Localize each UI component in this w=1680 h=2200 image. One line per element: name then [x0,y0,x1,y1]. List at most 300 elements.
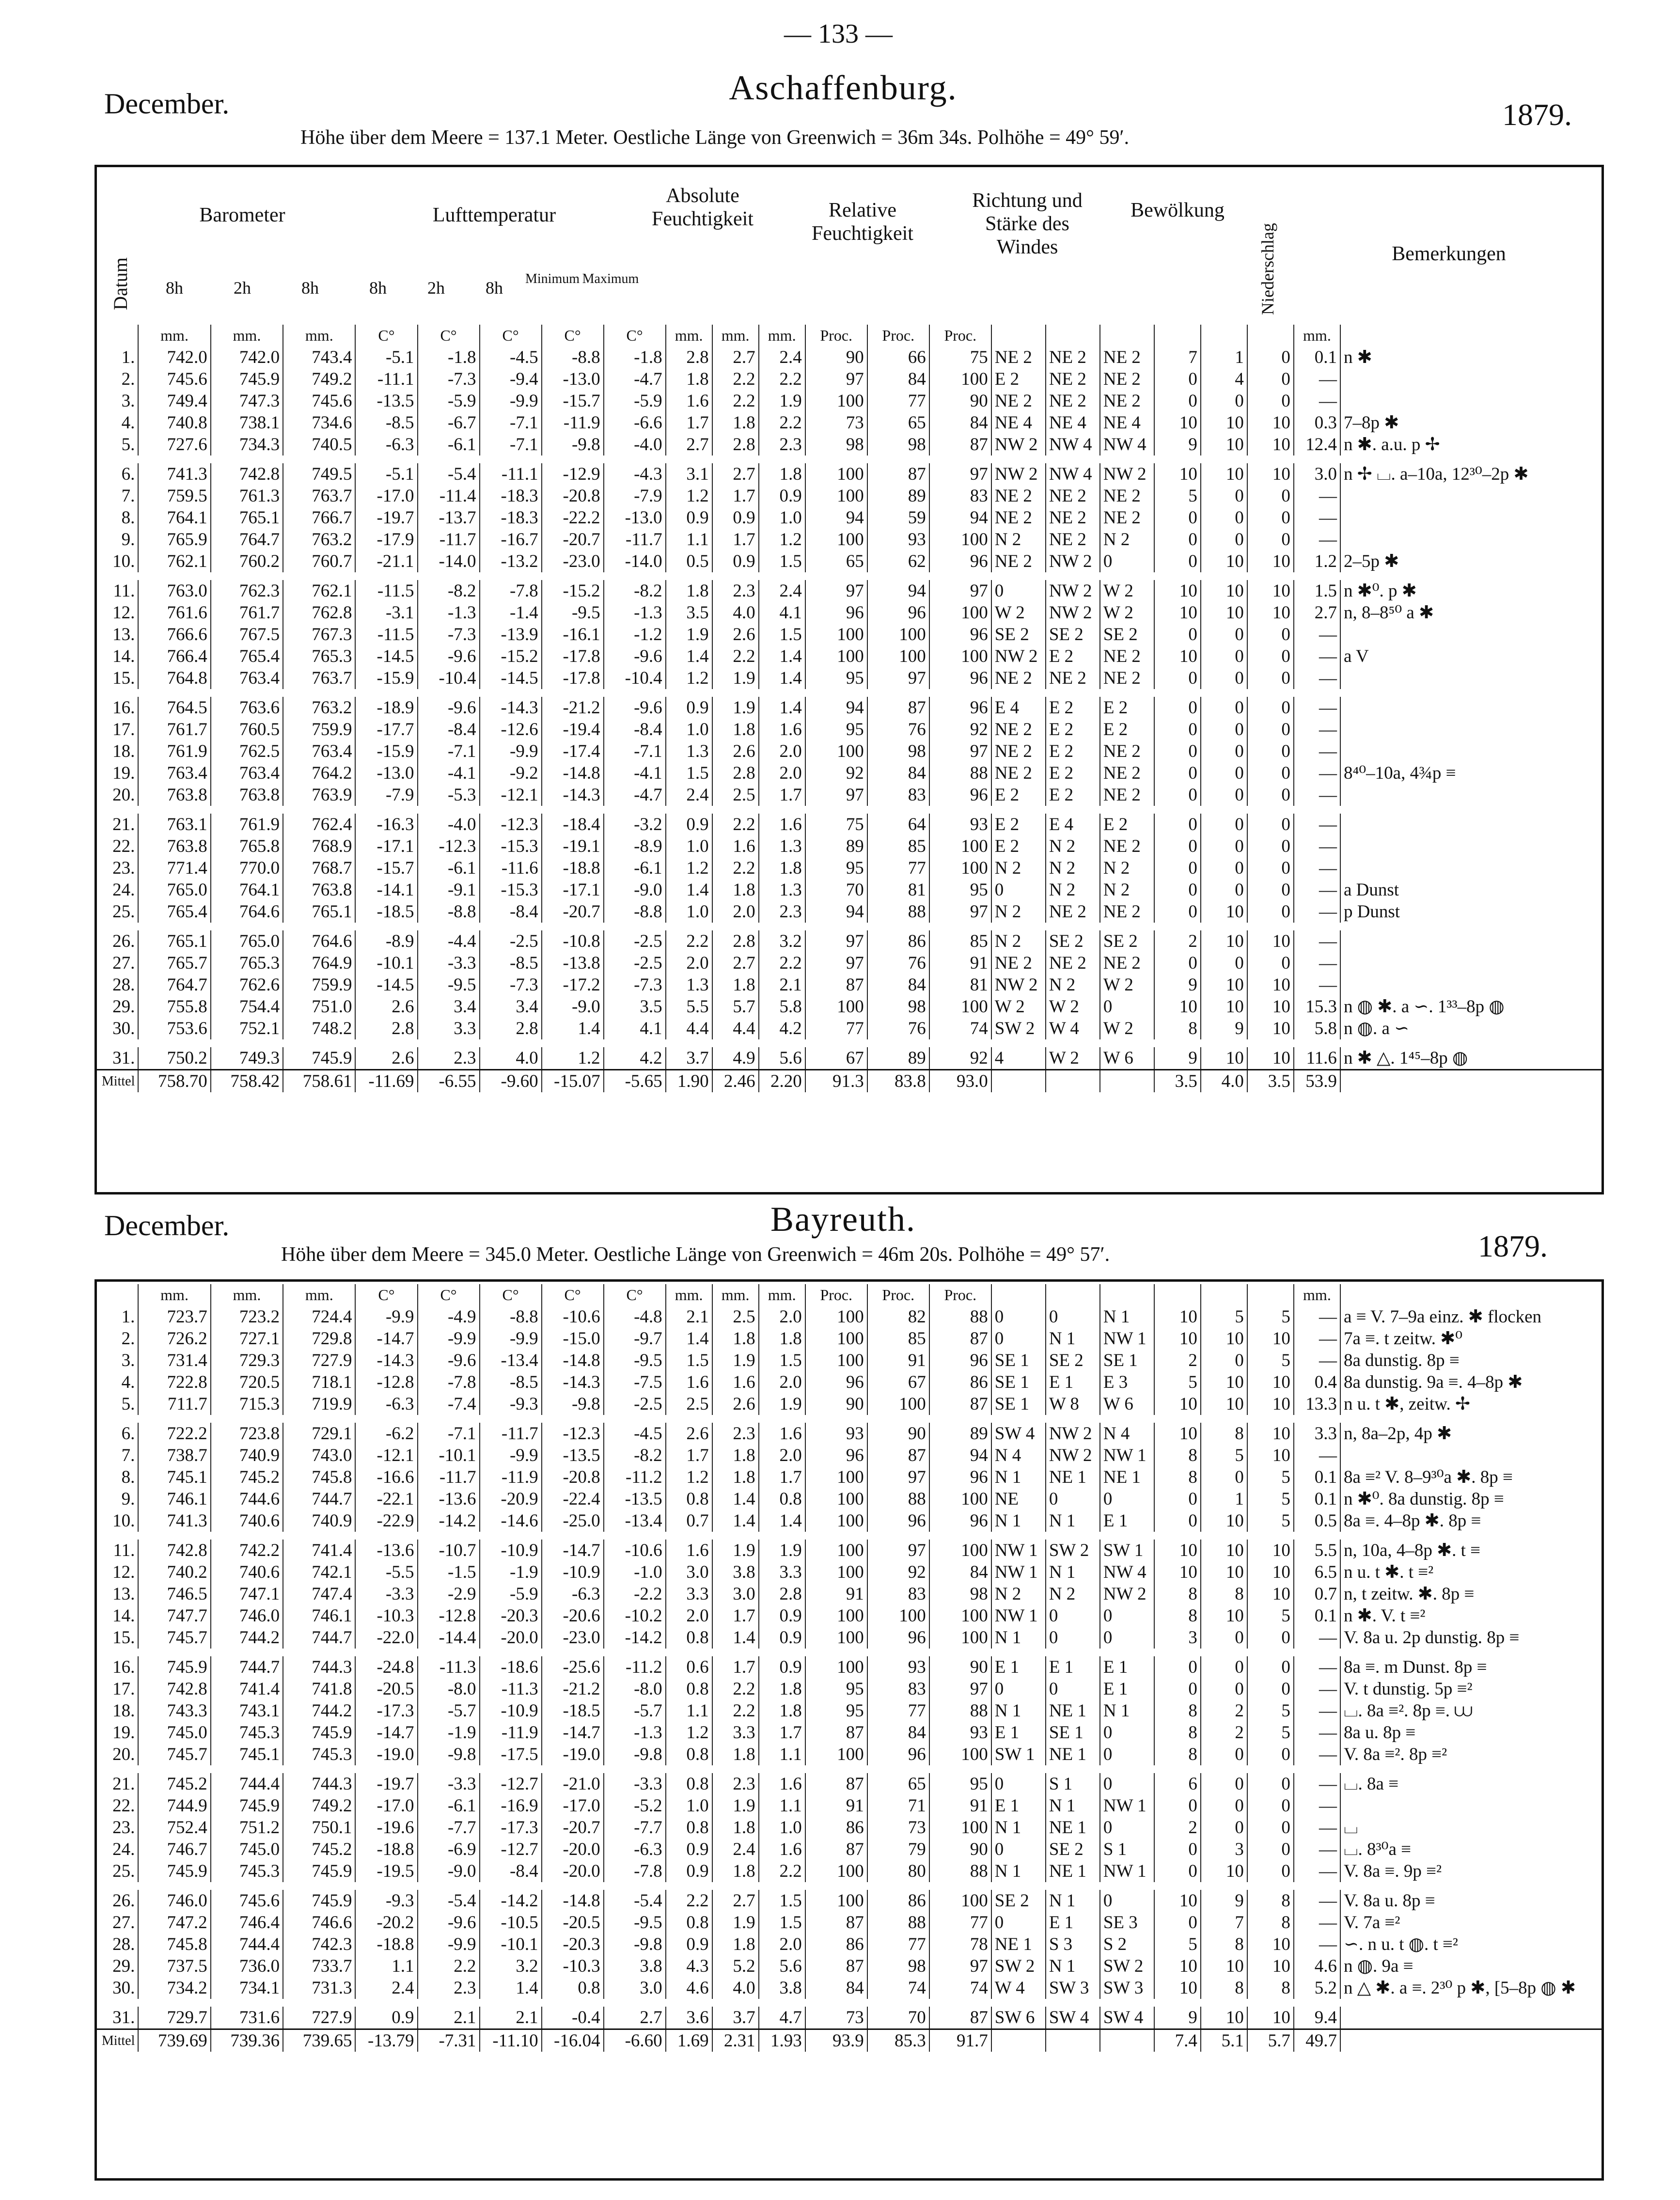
data-cell: 10 [1201,1955,1247,1977]
data-cell: 743.0 [283,1445,355,1466]
data-cell: 763.1 [138,814,210,835]
data-cell: 724.4 [283,1306,355,1328]
data-cell: -20.9 [480,1488,542,1510]
data-cell: 711.7 [138,1393,210,1415]
data-cell: 0.6 [666,1656,712,1678]
data-cell: -4.7 [604,368,666,390]
data-cell: 95 [805,857,867,879]
data-cell: NE [991,1488,1046,1510]
data-cell: NE 2 [991,550,1046,572]
data-cell: -4.7 [604,784,666,806]
data-cell: 10 [1247,1393,1294,1415]
data-cell: -7.9 [355,784,417,806]
date-cell: 10. [112,1511,135,1531]
data-cell: 1.9 [712,697,759,719]
data-cell: -10.5 [480,1912,542,1933]
data-cell: -3.1 [355,602,417,624]
data-cell: 2.8 [712,762,759,784]
data-cell: -1.4 [480,602,542,624]
data-cell: NE 2 [1046,390,1100,412]
data-cell: — [1294,814,1340,835]
data-cell: -13.0 [355,762,417,784]
data-cell: 87 [805,1912,867,1933]
data-cell: 85 [867,1328,929,1350]
data-cell: 0 [1201,952,1247,974]
data-cell: 767.5 [211,624,283,645]
remarks-cell: V. 8a ≡². 8p ≡² [1340,1744,1601,1765]
data-cell: 87 [929,434,991,456]
data-cell: 0 [1201,507,1247,529]
header-temp-maximum: Maximum [582,271,639,286]
data-cell: -7.8 [604,1860,666,1882]
data-cell: 73 [805,2007,867,2029]
data-cell: 763.4 [211,762,283,784]
data-cell: 5.5 [1294,1540,1340,1561]
data-cell: 0 [1247,1744,1294,1765]
data-cell: 0 [1247,346,1294,368]
data-cell: -1.3 [604,1722,666,1744]
date-cell: 25. [112,1861,135,1881]
data-cell: 0 [1201,1744,1247,1765]
data-cell: 765.3 [283,645,355,667]
remarks-cell: a ≡ V. 7–9a einz. ✱ flocken [1340,1306,1601,1328]
remarks-cell: ⌴. 8a ≡ [1340,1773,1601,1795]
table-row [97,784,1601,806]
data-cell: 76 [867,952,929,974]
data-cell: -13.7 [418,507,480,529]
data-cell: -1.9 [480,1561,542,1583]
data-cell: 0 [1201,1678,1247,1700]
data-cell: NE 1 [991,1933,1046,1955]
data-cell: 5 [1247,1488,1294,1510]
data-cell: 95 [805,719,867,740]
data-cell: -15.2 [542,580,604,602]
data-cell: 77 [867,1933,929,1955]
data-cell: 2.2 [759,952,805,974]
data-cell: -15.9 [355,667,417,689]
data-cell: NE 2 [1046,368,1100,390]
data-cell: -14.5 [355,645,417,667]
data-cell: 2.2 [759,368,805,390]
remarks-cell: ⌴ [1340,1817,1601,1839]
data-cell: SE 1 [1046,1722,1100,1744]
data-cell: 2.2 [712,1678,759,1700]
data-cell: NE 2 [1100,667,1154,689]
data-cell: 740.8 [138,412,210,434]
data-cell: NE 2 [991,952,1046,974]
data-cell: 100 [805,485,867,507]
unit-cell: C° [480,325,542,346]
data-cell: 740.2 [138,1561,210,1583]
data-cell: 96 [867,602,929,624]
data-cell: 8 [1154,1466,1201,1488]
data-cell: 0.9 [666,1860,712,1882]
data-cell: 0.8 [666,1678,712,1700]
data-cell: -9.3 [355,1890,417,1912]
data-cell: -7.5 [604,1371,666,1393]
data-cell: 2.2 [712,1700,759,1722]
data-cell: — [1294,368,1340,390]
data-cell: 10 [1201,1860,1247,1882]
table-row [97,645,1601,667]
data-cell: 743.1 [211,1700,283,1722]
unit-cell: Proc. [805,1284,867,1306]
data-cell: W 2 [1100,602,1154,624]
data-cell: 0 [1154,835,1201,857]
data-cell: 65 [867,412,929,434]
data-cell: SW 6 [991,2007,1046,2029]
data-cell: -9.0 [604,879,666,901]
data-cell: 0 [1154,740,1201,762]
data-cell: N 2 [1100,857,1154,879]
date-cell: 16. [112,698,135,718]
data-cell: 1.5 [1294,580,1340,602]
table-row [97,1466,1601,1488]
row-gap [97,456,1601,463]
data-cell: 0 [1247,1773,1294,1795]
data-cell: 743.3 [138,1700,210,1722]
row-gap [97,1532,1601,1540]
data-cell: -13.6 [418,1488,480,1510]
data-cell: 763.4 [138,762,210,784]
data-cell: 74 [929,1977,991,1999]
data-cell: — [1294,485,1340,507]
data-cell: 723.7 [138,1306,210,1328]
data-cell: S 1 [1100,1839,1154,1860]
data-cell: -7.1 [480,412,542,434]
data-cell: -23.0 [542,550,604,572]
data-cell: NW 1 [991,1561,1046,1583]
data-cell: 100 [929,996,991,1018]
data-cell: 0 [1154,1912,1201,1933]
mittel-cell: 3.5 [1154,1070,1201,1093]
data-cell: 0 [1247,667,1294,689]
data-cell: 3.8 [604,1955,666,1977]
date-cell: 3. [121,1351,135,1370]
date-cell: 22. [112,1796,135,1816]
header-bar-8h-evening: 8h [301,278,319,298]
data-cell: 7 [1154,346,1201,368]
data-cell: 2.7 [604,2007,666,2029]
data-cell: 86 [805,1817,867,1839]
data-cell: 745.6 [138,368,210,390]
data-cell: 84 [929,412,991,434]
data-cell: 5 [1247,1466,1294,1488]
data-cell: 3.3 [1294,1423,1340,1445]
data-cell: 0 [991,580,1046,602]
unit-cell [1247,325,1294,346]
data-cell: -5.1 [355,463,417,485]
data-cell: 87 [805,1722,867,1744]
data-cell: -14.3 [355,1350,417,1371]
date-cell: 14. [112,646,135,666]
data-cell: 1.1 [759,1744,805,1765]
data-cell: 1.7 [759,784,805,806]
data-cell: -14.3 [542,1371,604,1393]
data-cell: 729.7 [138,2007,210,2029]
data-cell: -8.5 [480,1371,542,1393]
data-cell: 1.2 [666,485,712,507]
data-cell: 100 [805,1561,867,1583]
data-cell: 745.9 [283,1047,355,1070]
data-cell: 0 [1201,719,1247,740]
data-cell: 2.3 [712,1423,759,1445]
remarks-cell [1340,930,1601,952]
remarks-cell: a Dunst [1340,879,1601,901]
data-cell: -3.3 [418,1773,480,1795]
data-cell: NW 1 [1100,1445,1154,1466]
data-cell: 3 [1201,1839,1247,1860]
table-row [97,390,1601,412]
data-cell: 1.7 [666,1445,712,1466]
data-cell: -4.1 [604,762,666,784]
data-cell: -4.4 [418,930,480,952]
data-cell: -9.6 [418,645,480,667]
data-cell: 0 [1247,1678,1294,1700]
data-cell: -6.1 [418,434,480,456]
data-cell: 0 [1201,485,1247,507]
remarks-cell: V. 8a u. 8p ≡ [1340,1890,1601,1912]
data-cell: 92 [867,1561,929,1583]
data-cell: 3.0 [666,1561,712,1583]
mittel-cell: 739.65 [283,2029,355,2052]
data-cell: 0 [1247,762,1294,784]
data-cell: -14.2 [418,1510,480,1532]
data-cell: 763.8 [283,879,355,901]
data-cell: 1.9 [712,1795,759,1817]
date-cell: 29. [112,1956,135,1976]
date-cell: 8. [121,1467,135,1487]
data-cell: 733.7 [283,1955,355,1977]
data-cell: -21.1 [355,550,417,572]
table-row [97,697,1601,719]
data-cell: 82 [867,1306,929,1328]
data-cell: 0 [1201,1795,1247,1817]
row-gap [97,1999,1601,2007]
data-cell: -8.2 [604,1445,666,1466]
data-cell: 92 [805,762,867,784]
data-cell: 0 [1247,697,1294,719]
data-cell: 745.7 [138,1627,210,1649]
weather-table-aschaffenburg [97,325,1601,1092]
data-cell: 100 [867,1393,929,1415]
mittel-row [97,1070,1601,1093]
data-cell: -18.8 [355,1933,417,1955]
data-cell: 2.7 [712,952,759,974]
data-cell: 89 [929,1423,991,1445]
data-cell: 5 [1201,1306,1247,1328]
data-cell: 100 [805,463,867,485]
data-cell: 0.1 [1294,1605,1340,1627]
data-cell: 100 [805,1656,867,1678]
data-cell: 10 [1247,550,1294,572]
data-cell: SW 2 [1046,1540,1100,1561]
data-cell: 1.4 [666,879,712,901]
data-cell: 6 [1154,1773,1201,1795]
date-cell: 9. [121,1489,135,1509]
data-cell: 746.6 [283,1912,355,1933]
data-cell: -7.4 [418,1393,480,1415]
data-cell: 97 [805,784,867,806]
data-cell: -19.7 [355,1773,417,1795]
station-title-aschaffenburg: Aschaffenburg. [729,68,958,107]
remarks-cell: p Dunst [1340,901,1601,923]
data-cell: 100 [929,645,991,667]
data-cell: 10 [1201,901,1247,923]
remarks-cell: ⌴. 8³⁰a ≡ [1340,1839,1601,1860]
data-cell: 2.1 [418,2007,480,2029]
data-cell: 10 [1247,1561,1294,1583]
data-cell: N 1 [991,1510,1046,1532]
data-cell: 0 [1201,740,1247,762]
data-cell: NE 2 [1100,762,1154,784]
data-cell: -9.4 [480,368,542,390]
data-cell: 2.2 [712,814,759,835]
data-cell: -15.0 [542,1328,604,1350]
data-cell: 79 [867,1839,929,1860]
data-cell: -21.2 [542,1678,604,1700]
data-cell: 1.2 [759,529,805,550]
unit-cell [1154,325,1201,346]
data-cell: NW 4 [1100,434,1154,456]
data-cell: 1 [1201,346,1247,368]
data-cell: -9.8 [418,1744,480,1765]
data-cell: -7.3 [480,974,542,996]
unit-cell: C° [418,325,480,346]
data-cell: N 1 [991,1466,1046,1488]
data-cell: 2 [1154,1817,1201,1839]
data-cell: 10 [1201,1540,1247,1561]
data-cell: — [1294,901,1340,923]
data-cell: 5.8 [1294,1018,1340,1039]
data-cell: 0 [1247,645,1294,667]
data-cell: -20.8 [542,485,604,507]
data-cell: -3.3 [355,1583,417,1605]
data-cell: 751.0 [283,996,355,1018]
data-cell: 10 [1201,1561,1247,1583]
data-cell: NE 2 [1100,740,1154,762]
data-cell: 0 [1154,667,1201,689]
data-cell: 0.8 [759,1488,805,1510]
data-cell: N 1 [991,1700,1046,1722]
data-cell: 1.5 [759,1912,805,1933]
data-cell: 1.8 [759,463,805,485]
data-cell: 740.9 [211,1445,283,1466]
data-cell: 73 [805,412,867,434]
data-cell: -4.0 [418,814,480,835]
data-cell: -22.2 [542,507,604,529]
date-cell: 27. [112,1913,135,1933]
data-cell: 0.9 [666,1839,712,1860]
data-cell: -18.9 [355,697,417,719]
data-cell: — [1294,1860,1340,1882]
data-cell: -8.2 [604,580,666,602]
mittel-cell: -11.10 [480,2029,542,2052]
data-cell: NW 2 [1046,1445,1100,1466]
data-cell: -14.2 [480,1890,542,1912]
data-cell: -12.9 [542,463,604,485]
data-cell: W 2 [991,996,1046,1018]
data-cell: -10.3 [355,1605,417,1627]
table-row [97,1510,1601,1532]
data-cell: -17.3 [480,1817,542,1839]
data-cell: 1.7 [712,1605,759,1627]
data-cell: 0 [1154,1510,1201,1532]
data-cell: 0.9 [666,1933,712,1955]
data-cell: 13.3 [1294,1393,1340,1415]
data-cell: -13.4 [604,1510,666,1532]
data-cell: -20.7 [542,529,604,550]
date-cell: 24. [112,880,135,900]
unit-cell: C° [542,1284,604,1306]
unit-cell: Proc. [929,1284,991,1306]
data-cell: 10 [1201,1047,1247,1070]
data-cell: -20.6 [542,1605,604,1627]
data-cell: 731.4 [138,1350,210,1371]
data-cell: NW 2 [1046,550,1100,572]
remarks-cell: n ✢ ⌴. a–10a, 12³⁰–2p ✱ [1340,463,1601,485]
data-cell: SE 2 [1046,1839,1100,1860]
data-cell: -9.0 [542,996,604,1018]
mittel-cell [1046,1070,1100,1093]
data-cell: 763.2 [283,529,355,550]
data-cell: 96 [805,1445,867,1466]
data-cell: 0 [1154,901,1201,923]
table-row [97,1678,1601,1700]
data-cell: 100 [805,1510,867,1532]
data-cell: 0 [991,1328,1046,1350]
remarks-cell [1340,835,1601,857]
header-temp-8h-evening: 8h [486,278,503,298]
data-cell: 91 [805,1795,867,1817]
data-cell: -9.9 [480,1445,542,1466]
data-cell: -13.8 [542,952,604,974]
data-cell: 83 [867,784,929,806]
data-cell: E 2 [991,814,1046,835]
table-row [97,1839,1601,1860]
date-cell: 20. [112,1744,135,1764]
data-cell: 3.1 [666,463,712,485]
data-cell: 761.7 [138,719,210,740]
mittel-cell: 758.42 [211,1070,283,1093]
data-cell: 744.3 [283,1773,355,1795]
data-cell: 2.2 [712,857,759,879]
data-cell: 80 [867,1860,929,1882]
table-row [97,719,1601,740]
data-cell: E 2 [991,368,1046,390]
mittel-cell: -9.60 [480,1070,542,1093]
data-cell: -9.9 [480,740,542,762]
data-cell: 81 [867,879,929,901]
unit-cell: Proc. [805,325,867,346]
data-cell: N 2 [1046,879,1100,901]
data-cell: 763.8 [138,784,210,806]
data-cell: -7.1 [480,434,542,456]
data-cell: SE 1 [991,1393,1046,1415]
data-cell: -12.3 [418,835,480,857]
data-cell: -1.8 [418,346,480,368]
data-cell: N 2 [991,1583,1046,1605]
data-cell: 5.8 [759,996,805,1018]
data-cell: 2.8 [355,1018,417,1039]
remarks-cell: V. t dunstig. 5p ≡² [1340,1678,1601,1700]
data-cell: 8 [1154,1700,1201,1722]
data-cell: 0 [1247,485,1294,507]
data-cell: -19.0 [355,1744,417,1765]
data-cell: 0 [1154,368,1201,390]
data-cell: 747.3 [211,390,283,412]
data-cell: 762.1 [138,550,210,572]
